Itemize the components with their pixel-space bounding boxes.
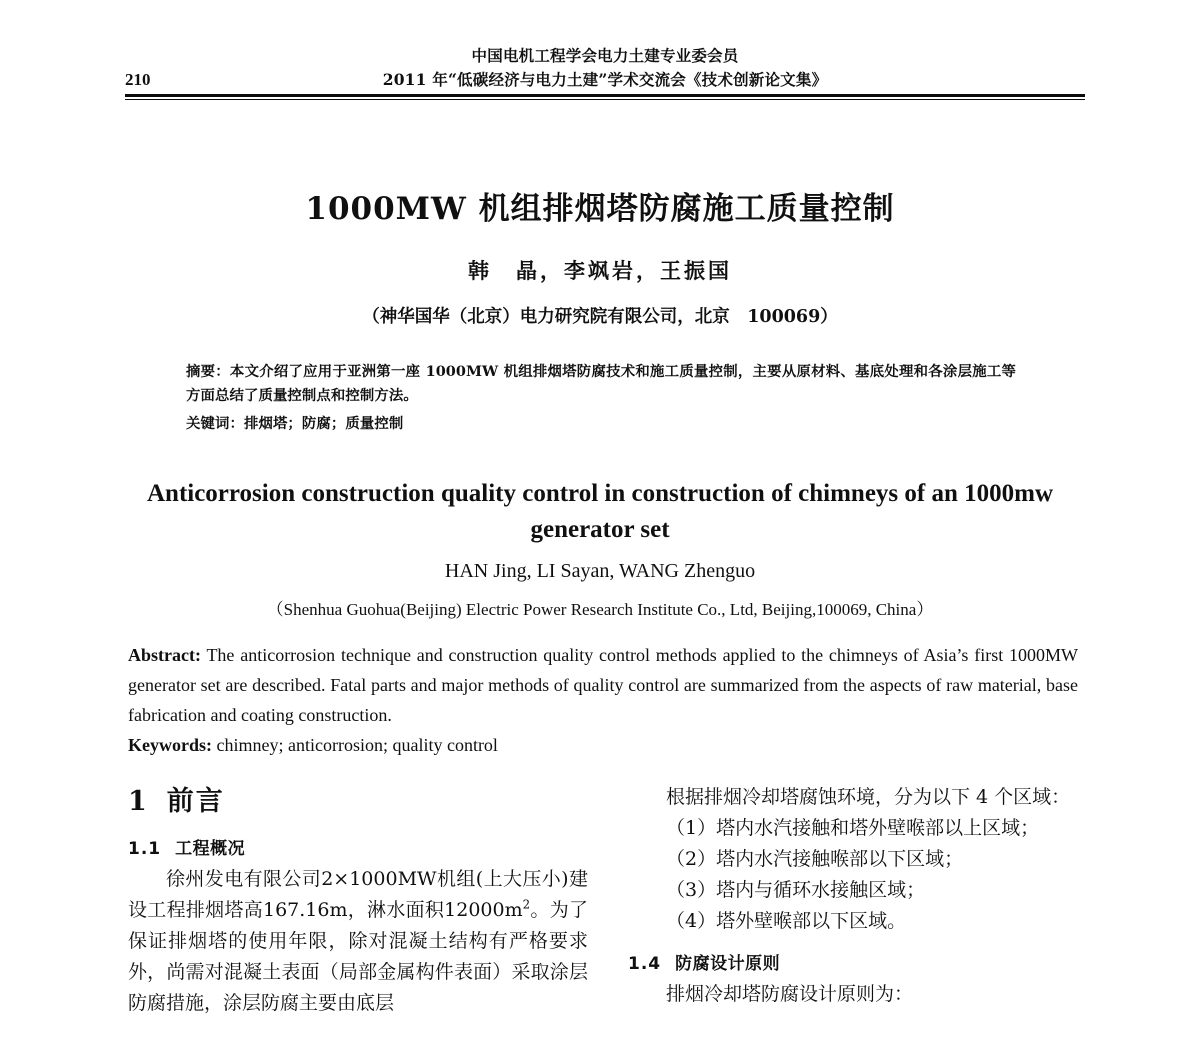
page-number: 210 <box>125 70 151 89</box>
paragraph-superscript: 2 <box>522 897 531 912</box>
header-society-line: 中国电机工程学会电力土建专业委会员 <box>471 46 739 65</box>
abstract-chinese-block <box>186 360 1016 436</box>
section-heading-1-title: 前言 <box>166 786 225 817</box>
paragraph-part-1: 徐州发电有限公司2×1000MW机组(上大压小)建设工程排烟塔高167.16m，淋水面积12000m <box>128 868 588 921</box>
paragraph-part-2: 。为了保证排烟塔的使用年限，除对混凝土结构有严格要求外，尚需对混凝土表面（局部金属构件表面）采取涂层防腐措施，涂层防腐主要由底层 <box>128 899 588 1014</box>
abstract-english-label: Abstract: <box>128 645 201 665</box>
keywords-english-paragraph <box>128 730 1078 760</box>
section-heading-1-4-number: 1.4 <box>628 954 662 974</box>
running-header <box>125 44 1085 92</box>
page-title-chinese: 1000MW 机组排烟塔防腐施工质量控制 <box>305 191 895 227</box>
section-heading-1-number: 1 <box>128 786 149 817</box>
section-heading-1 <box>128 782 588 822</box>
section-heading-1-4 <box>628 949 1088 979</box>
section-heading-1-1-title: 工程概况 <box>175 839 246 859</box>
abstract-english-paragraph <box>128 640 1078 730</box>
affiliation-chinese: （神华国华（北京）电力研究院有限公司，北京 100069） <box>362 307 838 327</box>
body-column-right <box>628 782 1088 1010</box>
body-column-left <box>128 782 588 1019</box>
paragraph-project-overview <box>128 864 588 1019</box>
authors-english: HAN Jing, LI Sayan, WANG Zhenguo <box>444 560 756 582</box>
abstract-english-text: The anticorrosion technique and construction quality control methods applied to the chimneys of Asia’s first 1000MW generator set are described. Fatal parts and major methods of quality control are summarized from the aspects of raw material, base fabrication and coating construction. <box>128 645 1078 725</box>
paragraph-design-principles: 排烟冷却塔防腐设计原则为： <box>666 983 914 1005</box>
list-item: （4）塔外壁喉部以下区域。 <box>666 910 907 932</box>
abstract-chinese-text: 摘要：本文介绍了应用于亚洲第一座 1000MW 机组排烟塔防腐技术和施工质量控制，主要从原材料、基底处理和各涂层施工等方面总结了质量控制点和控制方法。 <box>186 363 1016 404</box>
section-heading-1-4-title: 防腐设计原则 <box>675 954 781 974</box>
abstract-english-block <box>128 640 1078 760</box>
paragraph-corrosion-zones-intro: 根据排烟冷却塔腐蚀环境，分为以下 4 个区域： <box>666 786 1071 808</box>
corrosion-zone-list <box>628 813 1088 937</box>
affiliation-english: （Shenhua Guohua(Beijing) Electric Power Research Institute Co., Ltd, Beijing,100069, China） <box>266 600 934 619</box>
authors-chinese: 韩 晶，李飒岩，王振国 <box>468 258 732 283</box>
keywords-english-text: chimney; anticorrosion; quality control <box>212 735 498 755</box>
section-heading-1-1-number: 1.1 <box>128 839 162 859</box>
keywords-english-label: Keywords: <box>128 735 212 755</box>
list-item: （3）塔内与循环水接触区域； <box>666 879 926 901</box>
list-item: （1）塔内水汽接触和塔外壁喉部以上区域； <box>666 817 1040 839</box>
page-title-english: Anticorrosion construction quality control in construction of chimneys of an 1000mw generator set <box>146 480 1054 543</box>
header-rule-thin <box>125 99 1085 100</box>
section-heading-1-1 <box>128 834 588 864</box>
header-conference-line: 2011 年“低碳经济与电力土建”学术交流会《技术创新论文集》 <box>382 70 828 89</box>
list-item: （2）塔内水汽接触喉部以下区域； <box>666 848 964 870</box>
header-rule-thick <box>125 94 1085 97</box>
keywords-chinese: 关键词：排烟塔；防腐；质量控制 <box>186 415 404 432</box>
